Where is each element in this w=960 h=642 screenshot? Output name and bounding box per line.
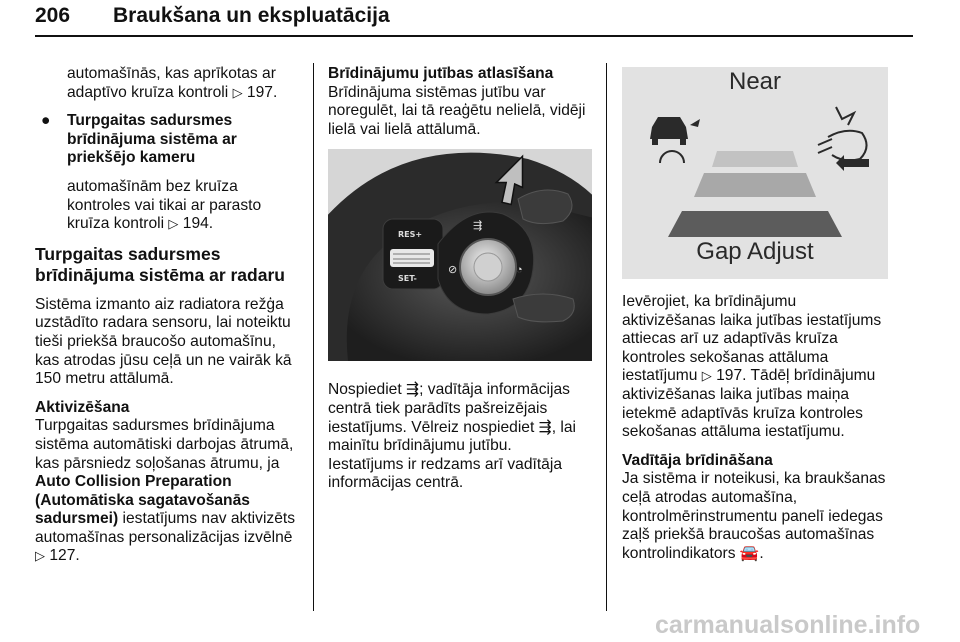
driver-alert-heading: Vadītāja brīdināšana xyxy=(622,451,773,469)
note-paragraph: Ievērojiet, ka brīdinājumu aktivizēšanas laika jutības iestatījums attiecas arī uz adaptīvās kruīza kontroles sekošanas attāluma iestatījumu ▷ 197. Tādēļ brīdinājumu aktivizēšanas laika jutības maiņa ietekmē adaptīvās kruīza kontroles sekošanas attāluma iestatījumu. xyxy=(622,293,882,441)
page-ref-arrow-icon: ▷ xyxy=(168,216,179,232)
camera-paragraph: automašīnām bez kruīza kontroles vai tikai ar parasto kruīza kontroli ▷ 194. xyxy=(67,177,262,233)
press-instructions: Nospiediet ⇶; vadītāja informācijas centrā tiek parādīts pašreizējais iestatījums. Vēlreiz nospiediet ⇶, lai mainītu brīdinājumu jutību. Iestatījums ir redzams arī vadītāja informācijas centrā. xyxy=(328,381,576,492)
set-label: SET- xyxy=(398,274,417,284)
collision-warning-icon xyxy=(818,107,867,160)
column-divider-2 xyxy=(606,63,607,611)
cruise-button-icon[interactable]: ⊘ xyxy=(448,264,458,277)
column-1 xyxy=(35,65,301,576)
gap-setting-icon: ⇶ xyxy=(406,381,420,399)
activation-paragraph: Turpgaitas sadursmes brīdinājuma sistēma automātiski darbojas ātrumā, kas pārsniedz soļošanas ātrumu, ja Auto Collision Preparation (Automātiska sagatavošanās sadursmei) iestatījums nav aktivizēts automašīnas personalizācijas izvēlnē ▷ 127. xyxy=(35,417,296,565)
display-near-label: Near xyxy=(728,68,782,95)
driver-alert-paragraph: Ja sistēma ir noteikusi, ka braukšanas ceļā atrodas automašīna, kontrolmērinstrumentu panelī iedegas zaļš priekšā braucošas automašīnas kontrolindikators 🚘. xyxy=(622,470,886,562)
vehicle-gauge-icon xyxy=(650,117,700,163)
sensitivity-heading: Brīdinājumu jutības atlasīšana xyxy=(328,65,554,82)
column-3 xyxy=(622,67,888,573)
vehicle-ahead-indicator-icon: 🚘 xyxy=(739,544,760,562)
page-ref-arrow-icon: ▷ xyxy=(232,84,243,100)
page-ref-link[interactable]: 197. xyxy=(716,367,747,385)
gap-adjust-display xyxy=(622,67,888,279)
watermark: carmanualsonline.info xyxy=(655,611,921,639)
bullet-dot-icon: ● xyxy=(41,112,51,130)
gap-setting-icon: ⇶ xyxy=(538,418,552,436)
page-ref-link[interactable]: 194. xyxy=(182,215,214,233)
column-2 xyxy=(328,65,594,503)
steering-wheel-illustration xyxy=(328,149,592,361)
section-heading-radar: Turpgaitas sadursmes brīdinājuma sistēma ar radaru xyxy=(35,243,285,285)
gap-button-icon[interactable]: ⇶ xyxy=(473,220,483,233)
display-gap-adjust-label: Gap Adjust xyxy=(696,238,814,265)
res-label: RES+ xyxy=(398,230,423,240)
page-number: 206 xyxy=(35,4,71,27)
page-ref-arrow-icon: ▷ xyxy=(701,368,712,384)
bullet-item-camera: ● Turpgaitas sadursmes brīdinājuma sistēma ar priekšējo kameru xyxy=(41,112,237,167)
header-rule xyxy=(35,35,913,37)
sensitivity-paragraph: Brīdinājuma sistēmas jutību var noregulēt, lai tā reaģētu nelielā, vidēji lielā vai lielā attālumā. xyxy=(328,83,586,138)
page-title: Braukšana un ekspluatācija xyxy=(113,4,390,27)
column-divider-1 xyxy=(313,63,314,611)
page-ref-link[interactable]: 197. xyxy=(246,83,278,101)
page-ref-link[interactable]: 127. xyxy=(49,547,80,565)
page-ref-arrow-icon: ▷ xyxy=(35,548,45,564)
limiter-button-icon[interactable]: ◔ xyxy=(516,264,523,277)
radar-paragraph: Sistēma izmanto aiz radiatora režģa uzstādīto radara sensoru, lai noteiktu tieši priekšā braucošo automašīnu, kas atrodas jūsu ceļā un ne vairāk kā 150 metru attālumā. xyxy=(35,295,292,388)
activation-heading: Aktivizēšana xyxy=(35,398,130,416)
intro-paragraph: automašīnās, kas aprīkotas ar adaptīvo kruīza kontroli ▷ 197. xyxy=(67,65,278,101)
steering-wheel-photo xyxy=(328,149,592,361)
